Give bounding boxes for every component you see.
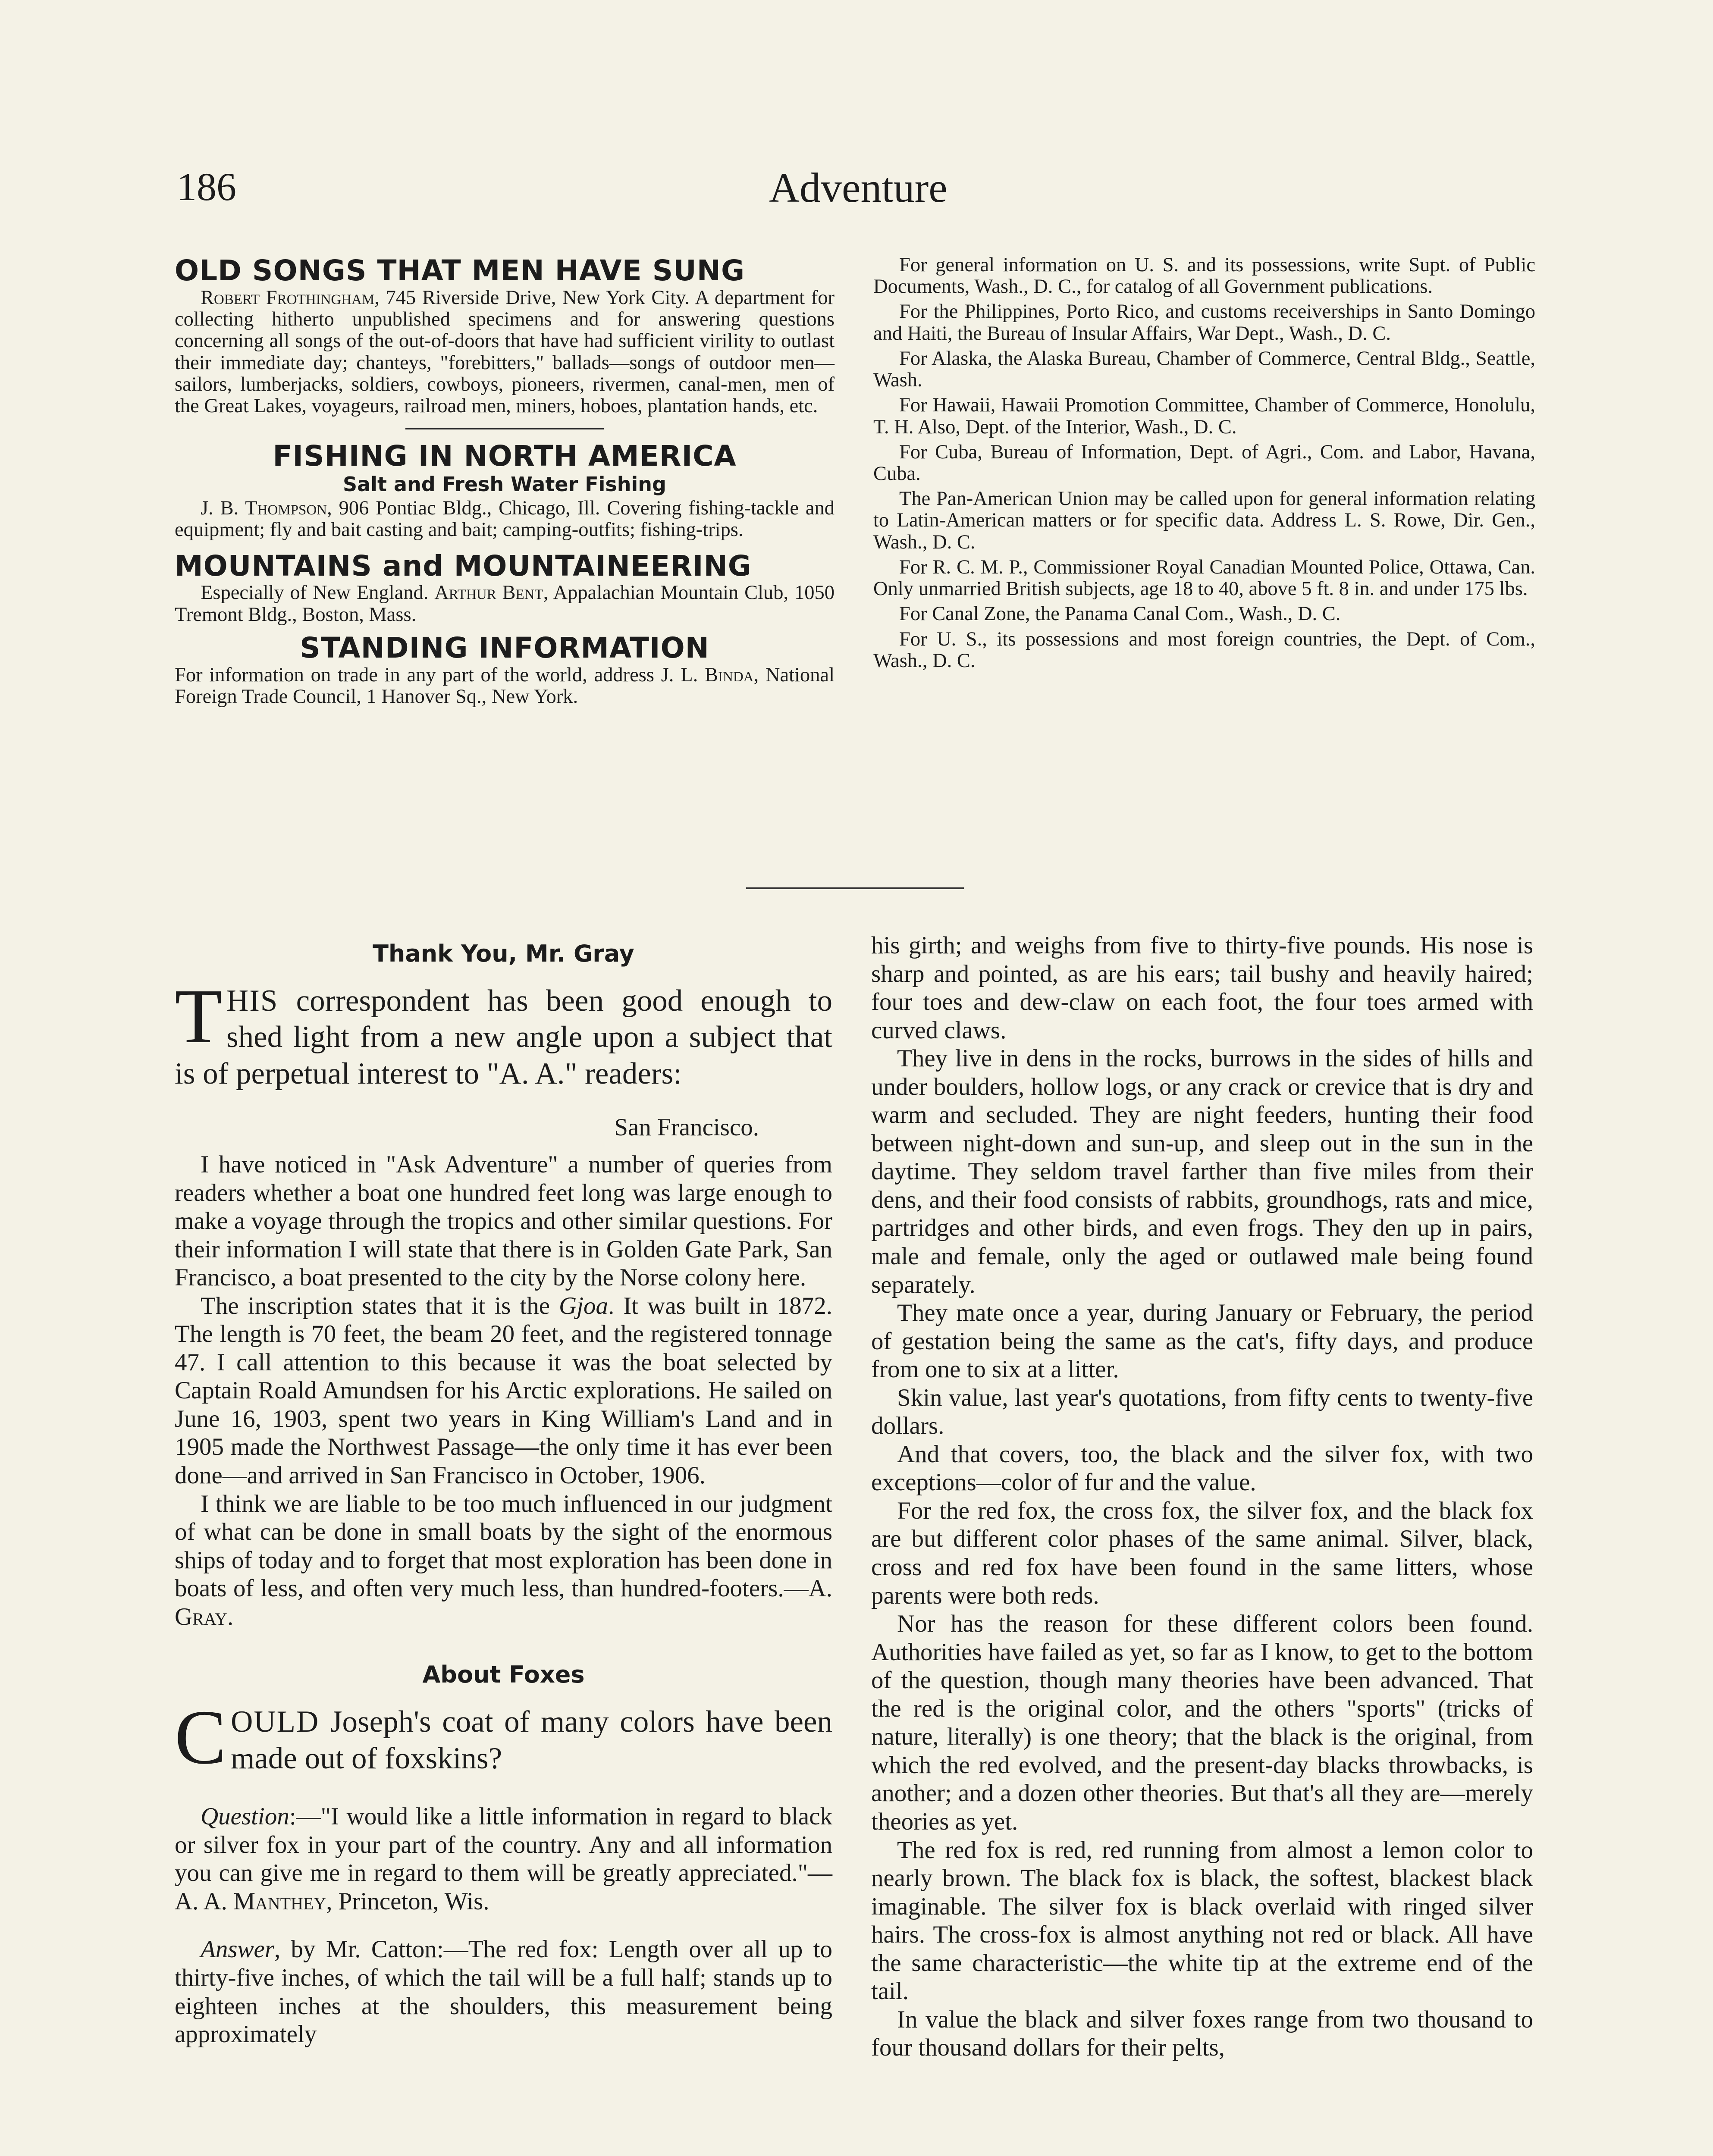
questioner-place: , Princeton, Wis. [326,1887,489,1915]
section-text: , 906 Pontiac Bldg., Chicago, Ill. Covering fishing-tackle and equipment; fly and bait casting and bait; camping-outfits; fishing-trips. [175,497,835,541]
editor-name: Arthur Bent [434,582,543,604]
page-header [177,164,1540,229]
divider [405,428,604,429]
paragraph: They mate once a year, during January or February, the period of gestation being the same as the cat's, fifty days, and produce from one to six at a litter. [871,1299,1533,1383]
signature: A. Gray. [175,1575,832,1630]
article-title-foxes: About Foxes [422,1661,585,1689]
info-paragraph: For general information on U. S. and its possessions, write Supt. of Public Documents, Wash., D. C., for catalog of all Government publications. [873,254,1535,298]
article-body [175,1113,832,1631]
info-paragraph: For Cuba, Bureau of Information, Dept. of Agri., Com. and Labor, Havana, Cuba. [873,441,1535,485]
article-column-right [871,931,1533,2062]
info-paragraph: The Pan-American Union may be called upon for general information relating to Latin-American matters or for specific data. Address L. S. Rowe, Dir. Gen., Wash., D. C. [873,488,1535,553]
section-pre: For information on trade in any part of the world, address [175,664,661,686]
paragraph-text: I think we are liable to be too much influenced in our judgment of what can be done in small boats by the sight of the enormous ships of today and to forget that most exploration has been done in boats of less, and often very much less, than hundred-footers.— [175,1490,832,1602]
lead-first-word: HIS [226,984,279,1018]
question-label: Question [201,1803,289,1830]
article-body-continued [871,931,1533,2062]
inscription-post: . It was [608,1292,695,1319]
info-paragraph: For Canal Zone, the Panama Canal Com., Wash., D. C. [899,603,1341,625]
section-body-standing [175,664,835,708]
paragraph: his girth; and weighs from five to thirty-five pounds. His nose is sharp and pointed, as are his ears; tail bushy and heavily haired; four toes and dew-claw on each foot, the four toes armed with curved claws. [871,932,1533,1044]
paragraph: And that covers, too, the black and the silver fox, with two exceptions—color of fur and the value. [871,1440,1533,1496]
article-body [175,1802,832,2048]
lead-text: correspondent has been good enough to shed light from a new angle upon a subject that is of perpetual interest to "A. A." readers: [175,984,832,1091]
section-text: , Appalachian Mountain Club, 1050 Tremont Bldg., Boston, Mass. [175,582,835,626]
section-text: , National Foreign Trade Council, 1 Hanover Sq., New York. [175,664,835,708]
editor-name: J. L. Binda [661,664,754,686]
paragraph: In value the black and silver foxes range from two thousand to four thousand dollars for their pelts, [871,2006,1533,2062]
questioner-name: Manthey [233,1887,326,1915]
answer-label: Answer [201,1936,274,1963]
article-lead [175,1694,832,1780]
center-divider [746,887,964,889]
section-title-standing: STANDING INFORMATION [300,631,709,664]
dateline: San Francisco. [614,1114,759,1141]
drop-cap: T [175,973,222,1059]
question-paragraph [175,1802,832,1915]
editor-name: J. B. Thompson [201,497,327,520]
section-subtitle-fishing: Salt and Fresh Water Fishing [343,473,666,496]
paragraph [175,1292,832,1490]
info-paragraph: For Alaska, the Alaska Bureau, Chamber of Commerce, Central Bldg., Seattle, Wash. [873,347,1535,392]
editor-name: Robert Frothingham [201,286,375,309]
ship-name: Gjoa [559,1292,609,1319]
page-number: 186 [177,165,236,209]
section-body-fishing [175,498,835,541]
info-paragraph: For U. S., its possessions and most foreign countries, the Dept. of Com., Wash., D. C. [873,628,1535,672]
departments-column [175,254,835,708]
lead-first-word: OULD [231,1705,320,1739]
article-column-left [175,931,832,2049]
article-title-thank-you: Thank You, Mr. Gray [373,940,634,967]
question-text: :—"I would like a little information in regard to black or silver fox in your part of the country. Any and all information you can give me in regard to them will be greatly appreciated."—A. A. [175,1803,832,1915]
inscription-pre: The inscription states that it is the [201,1292,559,1319]
section-text: , 745 Riverside Drive, New York City. A department for collecting hitherto unpublished specimens and for answering questions concerning all songs of the out-of-doors that have had sufficient virility to outlast their immediate day; chanteys, "forebitters," ballads—songs of outdoor men—sailors, lumberjacks, soldiers, cowboys, pioneers, rivermen, canal-men, men of the Great Lakes, voyageurs, railroad men, miners, hoboes, plantation hands, etc. [175,286,835,417]
info-paragraph: For R. C. M. P., Commissioner Royal Canadian Mounted Police, Ottawa, Can. Only unmarried British subjects, age 18 to 40, above 5 ft. 8 in. and under 175 lbs. [873,556,1535,600]
info-paragraph: For the Philippines, Porto Rico, and customs receiverships in Santo Domingo and Haiti, the Bureau of Insular Affairs, War Dept., Wash., D. C. [873,301,1535,345]
running-head: Adventure [769,165,947,211]
info-paragraph: For Hawaii, Hawaii Promotion Committee, Chamber of Commerce, Honolulu, T. H. Also, Dept. of the Interior, Wash., D. C. [873,394,1535,438]
section-body-old-songs [175,287,835,417]
paragraph: For the red fox, the cross fox, the silver fox, and the black fox are but different color phases of the same animal. Silver, black, cross and red fox have been found in the same litters, whose parents were both reds. [871,1497,1533,1609]
section-title-mountains: MOUNTAINS and MOUNTAINEERING [175,549,752,583]
answer-text: , by Mr. Catton:—The red fox: Length over all up to thirty-five inches, of which the tail will be a full half; stands up to eighteen inches at the shoulders, this measurement being approximately [175,1936,832,2048]
section-body-mountains [175,582,835,625]
paragraph: I have noticed in "Ask Adventure" a number of queries from readers whether a boat one hundred feet long was large enough to make a voyage through the tropics and other similar questions. For their information I will state that there is in Golden Gate Park, San Francisco, a boat presented to the city by the Norse colony here. [175,1151,832,1291]
section-title-old-songs: OLD SONGS THAT MEN HAVE SUNG [175,254,745,287]
section-title-fishing: FISHING IN NORTH AMERICA [273,439,737,473]
standing-info-column [873,254,1535,675]
paragraph [175,1490,832,1631]
drop-cap: C [175,1694,227,1780]
paragraph: The red fox is red, red running from almost a lemon color to nearly brown. The black fox is black, the softest, blackest black imaginable. The silver fox is black overlaid with ringed silver hairs. The cross-fox is almost anything not red or black. All have the same characteristic—the white tip at the extreme end of the tail. [871,1836,1533,2005]
paragraph: Skin value, last year's quotations, from fifty cents to twenty-five dollars. [871,1384,1533,1440]
paragraph: They live in dens in the rocks, burrows in the sides of hills and under boulders, hollow logs, or any crack or crevice that is dry and warm and secluded. They are night feeders, hunting their food between night-down and sun-up, and sleep out in the sun in the daytime. They seldom travel farther than five miles from their dens, and their food consists of rabbits, groundhogs, rats and mice, partridges and other birds, and even frogs. They den up in pairs, male and female, only the aged or outlawed male being found separately. [871,1045,1533,1298]
paragraph-text: built in 1872. The length is 70 feet, the beam 20 feet, and the registered tonnage 47. I call attention to this because it was the boat selected by Captain Roald Amundsen for his Arctic explorations. He sailed on June 16, 1903, spent two years in King William's Land and in 1905 made the Northwest Passage—the only time it has ever been done—and arrived in San Francisco in October, 1906. [175,1292,832,1489]
lead-text: Joseph's coat of many colors have been made out of foxskins? [231,1705,832,1775]
section-pre: Especially of New England. [201,582,435,604]
article-lead [175,973,832,1092]
paragraph: Nor has the reason for these different colors been found. Authorities have failed as yet, so far as I know, to get to the bottom of the question, though many theories have been advanced. That the red is the original color, and the others "sports" (tricks of nature, literally) is one theory; that the black is the original, from which the red evolved, and the present-day blacks throwbacks, is another; and a dozen other theories. But that's all they are—merely theories as yet. [871,1610,1533,1835]
answer-paragraph [175,1935,832,2048]
